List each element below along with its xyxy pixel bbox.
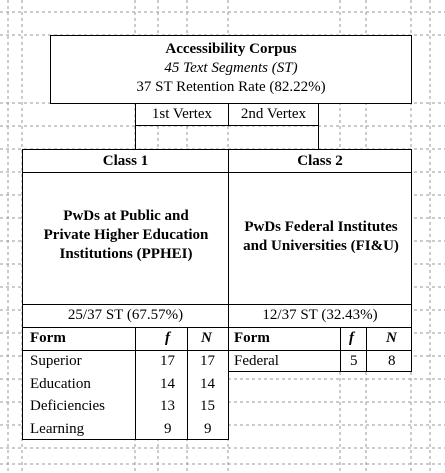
class-2-share: 12/37 ST (32.43%) (262, 307, 378, 323)
class-1-row-form: Deficiencies (30, 398, 105, 414)
corpus-retention: 37 ST Retention Rate (82.22%) (136, 79, 326, 95)
class-1-header-line (22, 350, 229, 351)
class-1-row-n: 17 (200, 353, 215, 369)
class-1-row-form: Education (30, 376, 91, 392)
class-1-row-f: 17 (160, 353, 175, 369)
class-2-row-n: 8 (388, 353, 396, 369)
share-divider-top (22, 304, 412, 305)
class-1-row-n: 9 (204, 421, 212, 437)
class-2-row-form: Federal (234, 353, 279, 369)
vertex-2-label: 2nd Vertex (240, 106, 307, 122)
class-2-label: Class 2 (297, 153, 343, 169)
class-2-row-f: 5 (350, 353, 358, 369)
vertex-1-label: 1st Vertex (151, 106, 213, 122)
class-1-row-form: Learning (30, 421, 85, 437)
class-1-header-form: Form (30, 330, 66, 346)
class-2-col-n-line (366, 327, 367, 372)
class-2-header-line (228, 350, 412, 351)
class-1-box (22, 149, 229, 440)
class-1-row-f: 13 (160, 398, 175, 414)
class-1-share: 25/37 ST (67.57%) (67, 307, 184, 323)
connector-right (318, 125, 319, 150)
class-2-col-f-line (340, 327, 341, 372)
corpus-segments: 45 Text Segments (ST) (164, 60, 298, 76)
class-1-label: Class 1 (102, 153, 149, 169)
class-1-col-f-line (135, 327, 136, 440)
class-1-row-f: 9 (164, 421, 172, 437)
corpus-title: Accessibility Corpus (165, 41, 297, 57)
share-divider-bottom (22, 327, 412, 328)
class-1-row-f: 14 (160, 376, 175, 392)
connector-left (135, 125, 136, 150)
class-2-header-n: N (386, 330, 397, 346)
class-1-row-n: 15 (200, 398, 215, 414)
class-2-header-form: Form (234, 330, 270, 346)
class-1-description: PwDs at Public and Private Higher Education Institutions (PPHEI) (43, 208, 209, 262)
class-1-header-f: f (165, 330, 170, 346)
class-header-divider (22, 172, 412, 173)
class-1-row-form: Superior (30, 353, 82, 369)
class-1-header-n: N (201, 330, 212, 346)
class-2-description: PwDs Federal Institutes and Universities (FI&U) (243, 219, 399, 254)
class-1-row-n: 14 (200, 376, 215, 392)
class-1-col-n-line (187, 327, 188, 440)
class-2-header-f: f (349, 330, 354, 346)
